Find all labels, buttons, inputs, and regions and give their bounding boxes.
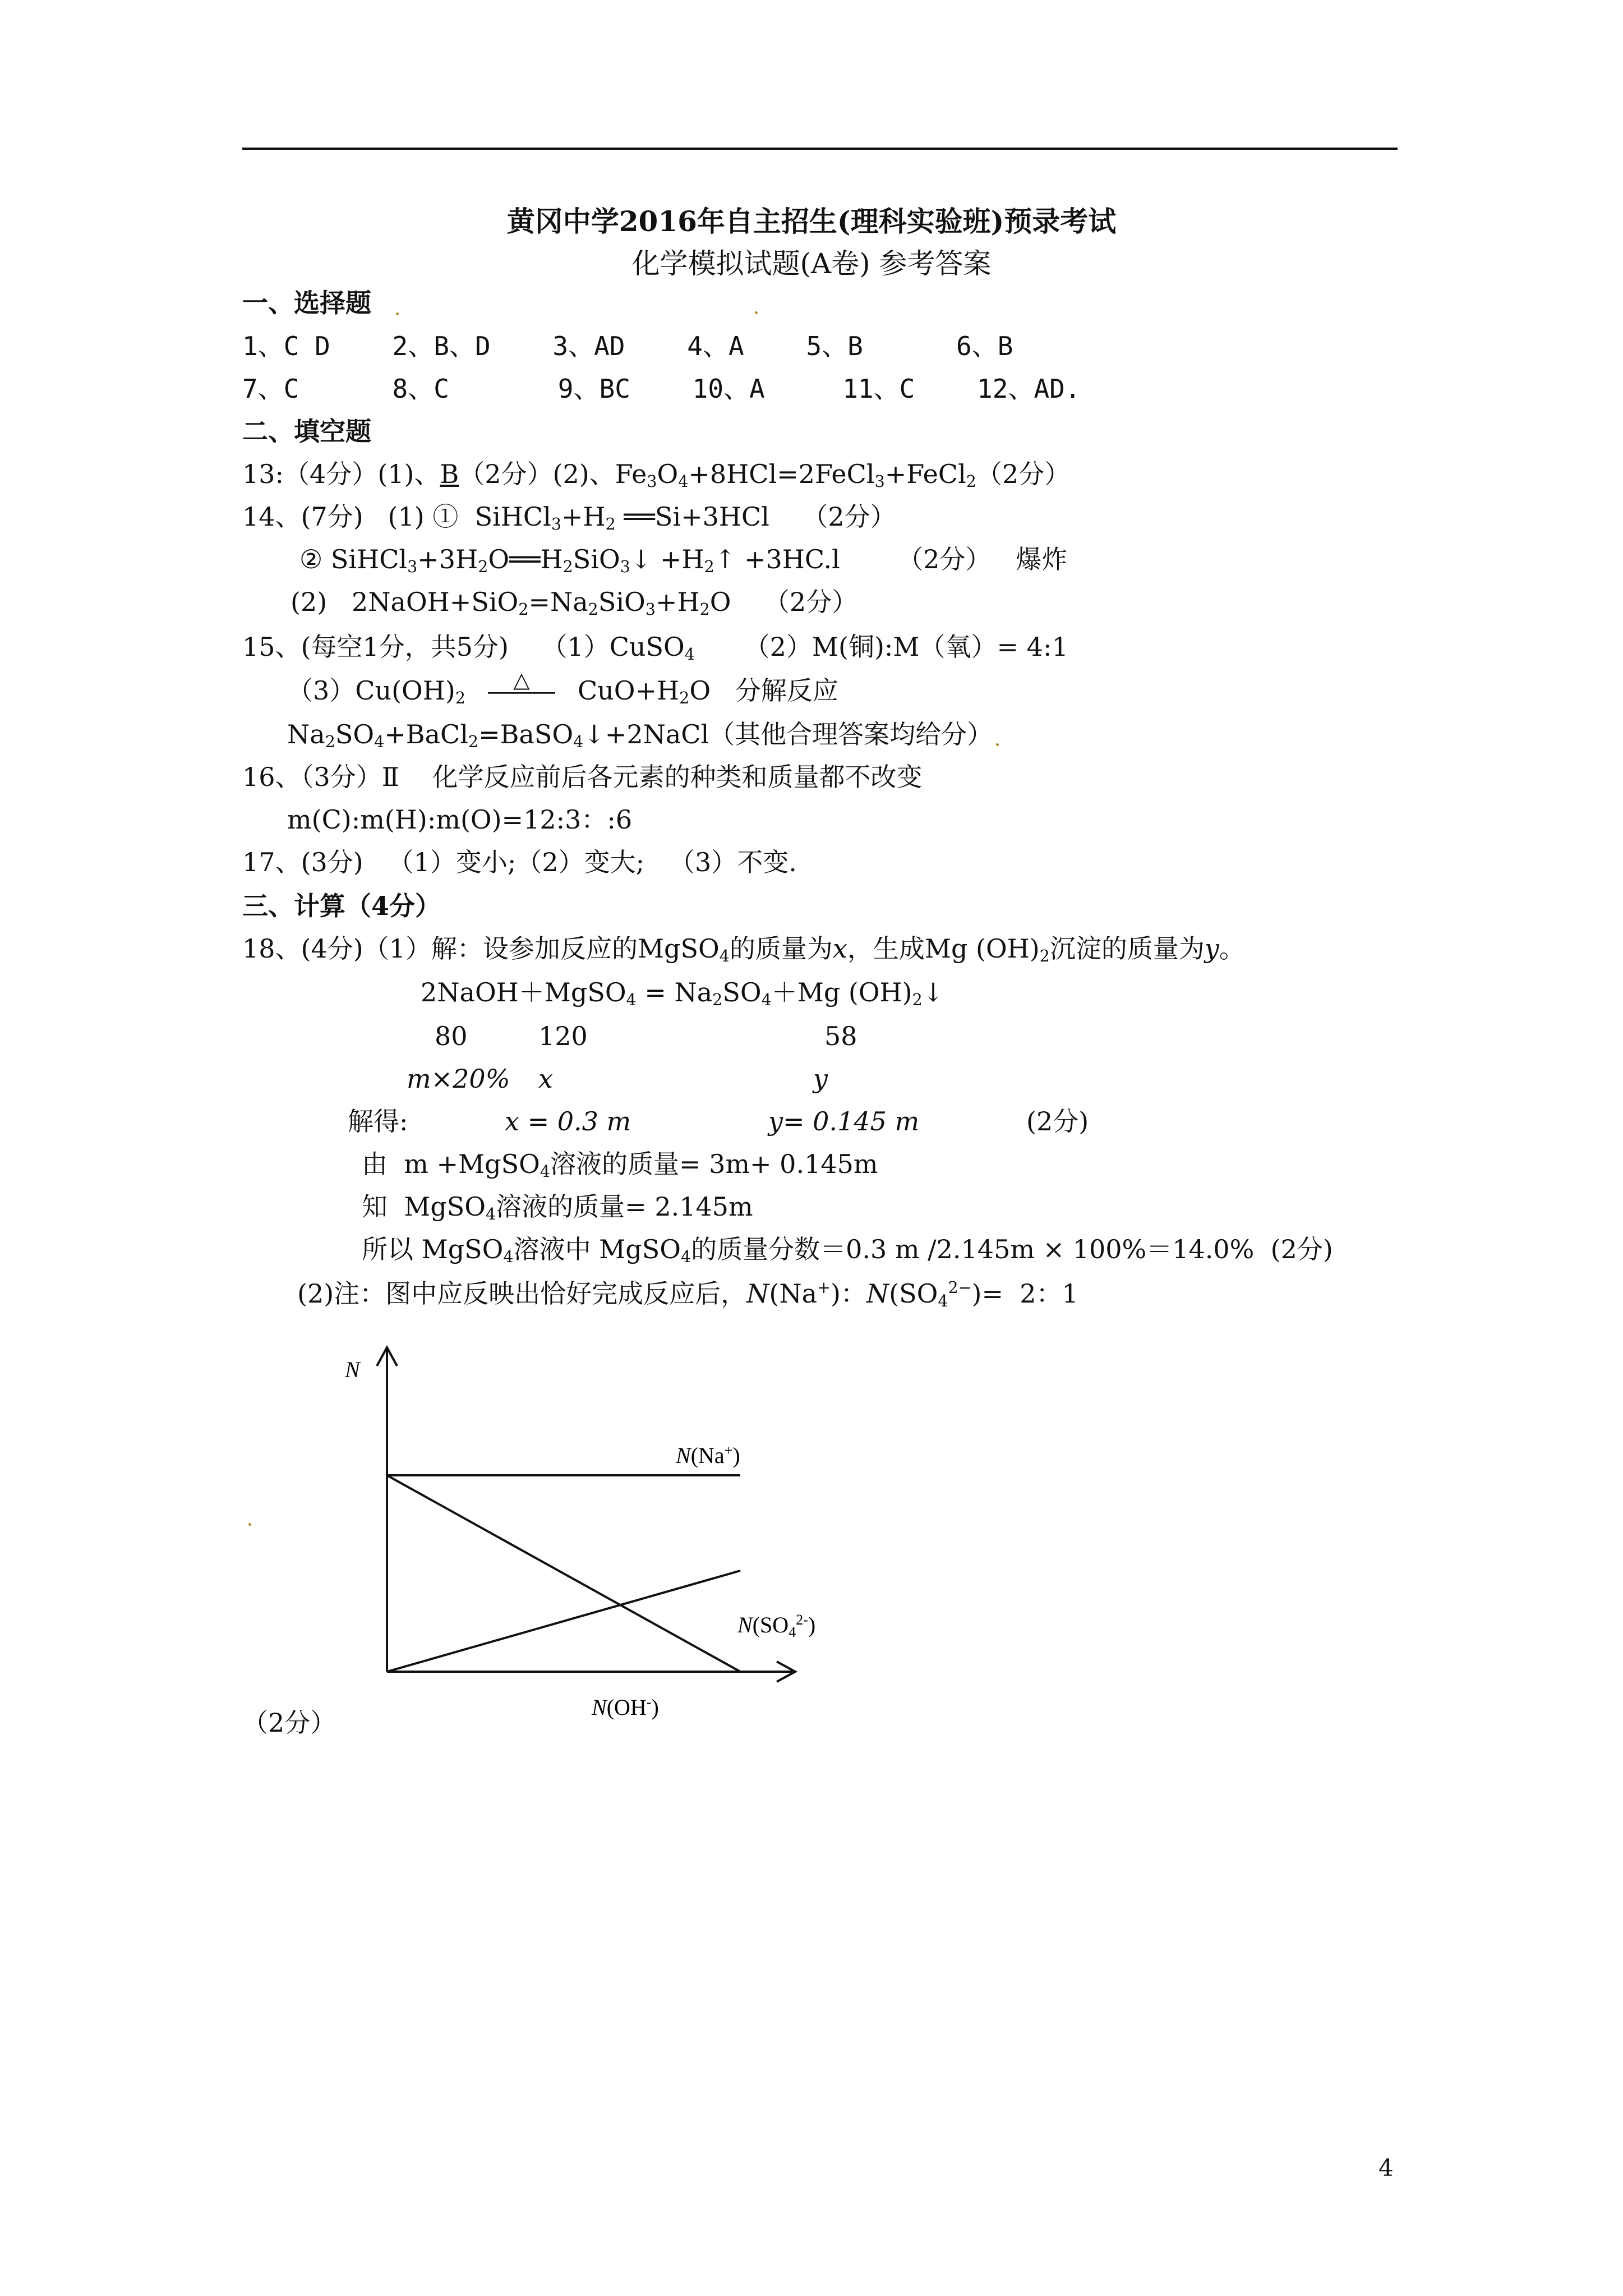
var-naoh-mass: m×20% [407, 1064, 510, 1094]
answer-q13: 13:（4分）(1)、B（2分）(2)、$Fe_3O_4+8HCl=2FeCl_3+FeCl_2(2$分） [242, 459, 1071, 491]
page-subtitle: 化学模拟试题(A卷) 参考答案 [631, 247, 992, 280]
graph-score: （2分） [242, 1708, 336, 1738]
solve-label: 解得: [348, 1106, 408, 1137]
heat-condition-arrow: △ [488, 669, 555, 694]
section-heading-choice: 一、选择题 [242, 288, 371, 318]
answer-q16-line-1: 16、（3分）Ⅱ 化学反应前后各元素的种类和质量都不改变 [242, 762, 923, 792]
answer-q15-line-3: $Na_2SO_4+BaCl_2=BaSO_4↓+2NaCl$（其他合理答案均给分） [287, 719, 993, 752]
molar-mass-mgoh2: 58 [824, 1021, 857, 1051]
section-heading-fill: 二、填空题 [242, 416, 371, 447]
derive-line-1: 由 m +MgSO$_4$溶液的质量= 3m+ 0.145m [362, 1149, 878, 1181]
speck-mark [396, 312, 399, 315]
solve-x: x = 0.3 m [505, 1106, 631, 1137]
answer-q18-intro: 18、(4分)（1）解：设参加反应的MgSO$_4$的质量为x，生成Mg $(OH)_2$沉淀的质量为y。 [242, 933, 1245, 966]
choice-answers-row-2: 7、C 8、C 9、BC 10、A 11、C 12、AD. [242, 374, 1081, 404]
speck-mark [248, 1523, 251, 1526]
var-x: x [538, 1064, 553, 1094]
page-title: 黄冈中学2016年自主招生(理科实验班)预录考试 [506, 205, 1117, 238]
derive-line-2: 知 MgSO$_4$溶液的质量= 2.145m [362, 1191, 753, 1224]
graph-so4-label: $N(SO_4^{2-})$ [737, 1612, 816, 1640]
answer-q14-line-3: (2) $2NaOH+SiO_2=Na_2SiO_3+H_2O$ （2分） [291, 587, 858, 619]
graph-x-axis-label: N(OH-) [592, 1694, 659, 1720]
molar-mass-mgso4: 120 [538, 1021, 588, 1051]
speck-mark [996, 743, 999, 746]
answer-q15-line-1: 15、(每空1分，共5分) （1）CuSO$_4$ （2）M(铜):M（氧）= 4:1 [242, 632, 1068, 664]
mass-fraction-result: 所以 MgSO$_4$溶液中 MgSO$_4$的质量分数＝0.3 m /2.145m × 100%＝14.0% (2分) [362, 1234, 1333, 1267]
answer-q15-line-2: $(3)Cu(OH)_2\triangle$ $CuO+H_2O$ 分解反应 [287, 668, 838, 708]
section-heading-calc: 三、计算（4分） [242, 891, 441, 921]
ion-count-graph [336, 1335, 819, 1728]
graph-na-label: N(Na+) [676, 1442, 740, 1468]
speck-mark [755, 311, 758, 314]
solve-y: y= 0.145 m [768, 1106, 920, 1137]
increasing-line [387, 1571, 740, 1672]
reaction-equation: 2NaOH＋MgSO$_4$ = $Na_2SO_4+Mg$ $(OH)_2↓$ [421, 977, 944, 1010]
decreasing-line [387, 1475, 740, 1672]
solve-score: (2分) [1026, 1106, 1089, 1137]
answer-q16-line-2: m(C):m(H):m(O)=12:3：:6 [287, 804, 633, 835]
graph-note: (2)注：图中应反映出恰好完成反应后，N(Na+)：$N(SO_4^{2-})= 2$：1 [297, 1278, 1078, 1311]
answer-q14-line-2: ② $SiHCl_3+3H_2O══H_2SiO_3↓$ $+H_2↑ +3HC.l$ （2分） 爆炸 [299, 544, 1068, 577]
var-y: y [813, 1064, 828, 1094]
header-rule [242, 148, 1398, 150]
molar-mass-naoh: 80 [435, 1021, 468, 1051]
answer-q17: 17、(3分) （1）变小;（2）变大; （3）不变. [242, 847, 797, 877]
graph-y-axis-label: N [345, 1357, 360, 1382]
choice-answers-row-1: 1、C D 2、B、D 3、AD 4、A 5、B 6、B [242, 331, 1013, 361]
page-number: 4 [1378, 2154, 1394, 2182]
answer-q14-line-1: 14、(7分) (1) ① $SiHCl_3+H_2$ ══Si+3HCl （2分） [242, 501, 896, 534]
